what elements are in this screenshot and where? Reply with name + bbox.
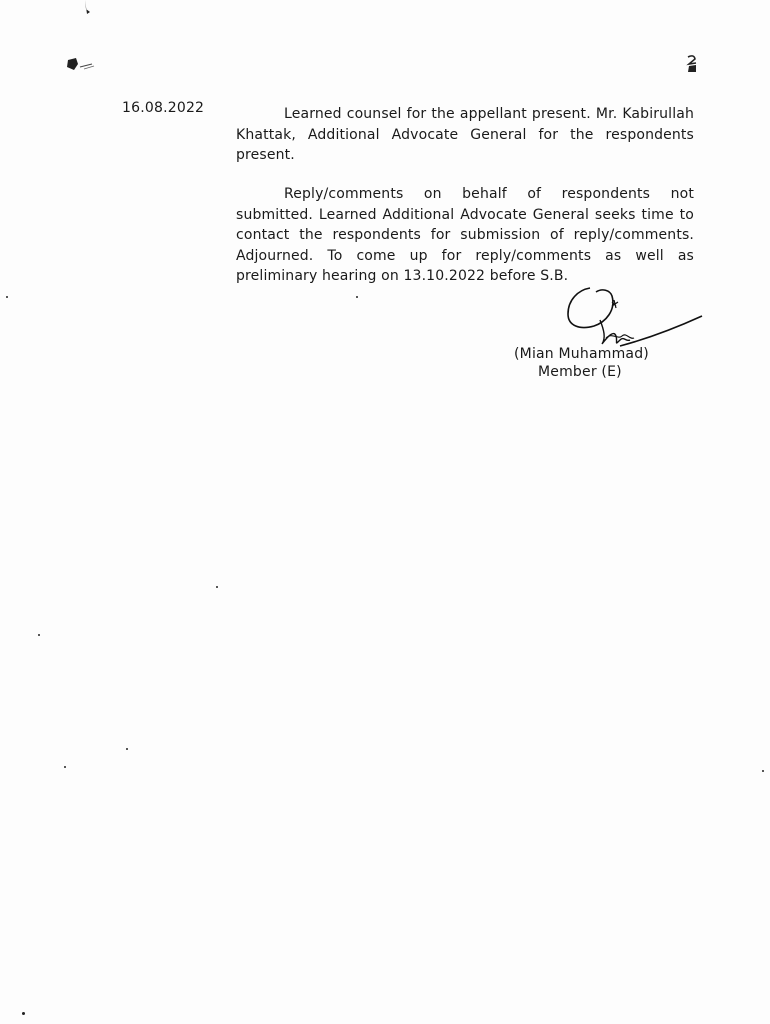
signatory-name: (Mian Muhammad) xyxy=(514,346,649,362)
page-number-mark xyxy=(685,54,699,74)
scan-speck xyxy=(216,586,218,588)
scan-speck xyxy=(6,296,8,298)
scan-mark-top xyxy=(80,0,94,16)
order-paragraph-1: Learned counsel for the appellant present. Mr. Kabirullah Khattak, Additional Advocate General for the respondents present. xyxy=(236,106,694,163)
scan-speck xyxy=(126,748,128,750)
scan-smudge-corner xyxy=(64,54,104,74)
scan-speck xyxy=(64,766,66,768)
order-date: 16.08.2022 xyxy=(122,100,205,116)
order-paragraph-2: Reply/comments on behalf of respondents not submitted. Learned Additional Advocate General seeks time to contact the respondents for submission of reply/comments. Adjourned. To come up for reply/comments as well as preliminary hearing on 13.10.2022 before S.B. xyxy=(236,186,694,284)
scan-speck xyxy=(356,296,358,298)
signatory-title: Member (E) xyxy=(538,364,622,380)
scan-speck xyxy=(38,634,40,636)
scan-speck xyxy=(22,1012,25,1015)
scan-speck xyxy=(762,770,764,772)
